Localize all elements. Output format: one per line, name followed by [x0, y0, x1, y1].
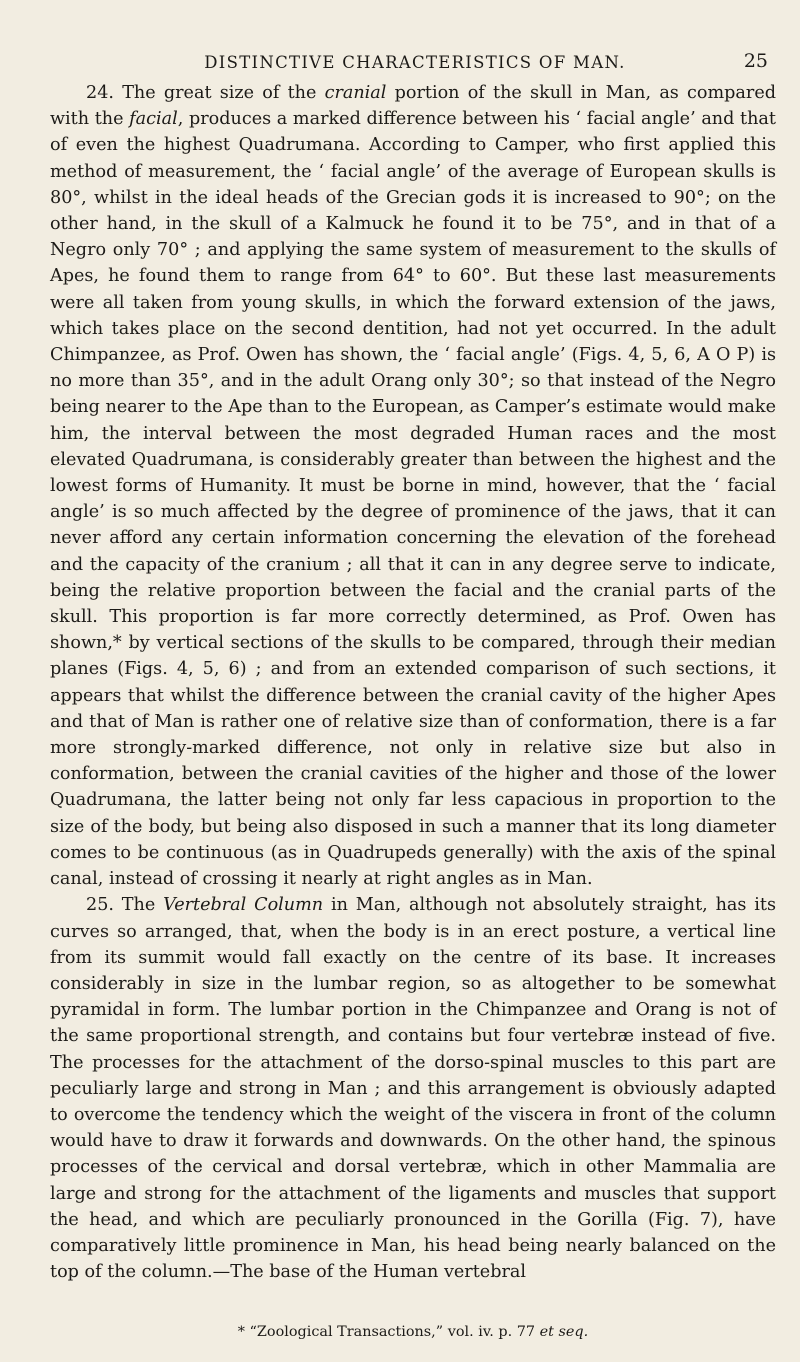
paragraph-25: [50, 892, 776, 1285]
paragraph-number: 24.: [86, 83, 114, 103]
footnote-text: * “Zoological Transactions,” vol. iv. p. 77: [237, 1324, 540, 1340]
page-number: 25: [743, 50, 768, 72]
italic-term-facial: facial: [129, 109, 178, 130]
italic-term-vertebral-column: Vertebral Column: [163, 895, 324, 916]
footnote-italic: et seq.: [539, 1324, 589, 1340]
paragraph-text: The great size of the: [113, 83, 325, 103]
body-text: [50, 80, 776, 1285]
paragraph-text: The: [113, 895, 164, 916]
paragraph-text: in Man, although not absolutely straight, has its curves so arranged, that, when the body is in an erect posture, a vertical line from its summit would fall exactly on the centre of its base. It increases considerably in size in the lumbar region, so as altogether to be somewhat pyramidal in form. The lumbar portion in the Chimpanzee and Orang is not of the same proportional strength, and contains but four vertebræ instead of five. The processes for the attachment of the dorso-spinal muscles to this part are peculiarly large and strong in Man ; and this arrangement is obviously adapted to overcome the tendency which the weight of the viscera in front of the column would have to draw it forwards and downwards. On the other hand, the spinous processes of the cervical and dorsal vertebræ, which in other Mammalia are large and strong for the attachment of the ligaments and muscles that support the head, and which are peculiarly pronounced in the Gorilla (Fig. 7), have comparatively little prominence in Man, his head being nearly balanced on the top of the column.—The base of the Human vertebral: [50, 895, 776, 1283]
running-head: DISTINCTIVE CHARACTERISTICS OF MAN.: [204, 53, 626, 72]
italic-term-cranial: cranial: [324, 83, 387, 103]
paragraph-text: , produces a marked difference between his ‘ facial angle’ and that of even the highest Quadrumana. According to Camper, who first applied this method of measurement, the ‘ facial angle’ of the average of European skulls is 80°, whilst in the ideal heads of the Grecian gods it is increased to 90°; on the other hand, in the skull of a Kalmuck he found it to be 75°, and in that of a Negro only 70° ; and applying the same system of measurement to the skulls of Apes, he found them to range from 64° to 60°. But these last measurements were all taken from young skulls, in which the forward extension of the jaws, which takes place on the second dentition, had not yet occurred. In the adult Chimpanzee, as Prof. Owen has shown, the ‘ facial angle’ (Figs. 4, 5, 6, A O P) is no more than 35°, and in the adult Orang only 30°; so that instead of the Negro being nearer to the Ape than to the European, as Camper’s estimate would make him, the interval between the most degraded Human races and the most elevated Quadrumana, is considerably greater than between the highest and the lowest forms of Humanity. It must be borne in mind, however, that the ‘ facial angle’ is so much affected by the degree of prominence of the jaws, that it can never afford any certain information concerning the elevation of the forehead and the capacity of the cranium ; all that it can in any degree serve to indicate, being the relative proportion between the facial and the cranial parts of the skull. This proportion is far more correctly determined, as Prof. Owen has shown,* by vertical sections of the skulls to be compared, through their median planes (Figs. 4, 5, 6) ; and from an extended comparison of such sections, it appears that whilst the difference between the cranial cavity of the higher Apes and that of Man is rather one of relative size than of conformation, there is a far more strongly-marked difference, not only in relative size but also in conformation, between the cranial cavities of the higher and those of the lower Quadrumana, the latter being not only far less capacious in proportion to the size of the body, but being also disposed in such a manner that its long diameter comes to be continuous (as in Quadrupeds generally) with the axis of the spinal canal, instead of crossing it nearly at right angles as in Man.: [50, 109, 776, 890]
footnote: [50, 1322, 776, 1342]
paragraph-number: 25.: [86, 895, 114, 916]
paragraph-24: [50, 80, 776, 892]
paragraph-text: portion of the skull in Man, as compared with the: [50, 83, 777, 130]
